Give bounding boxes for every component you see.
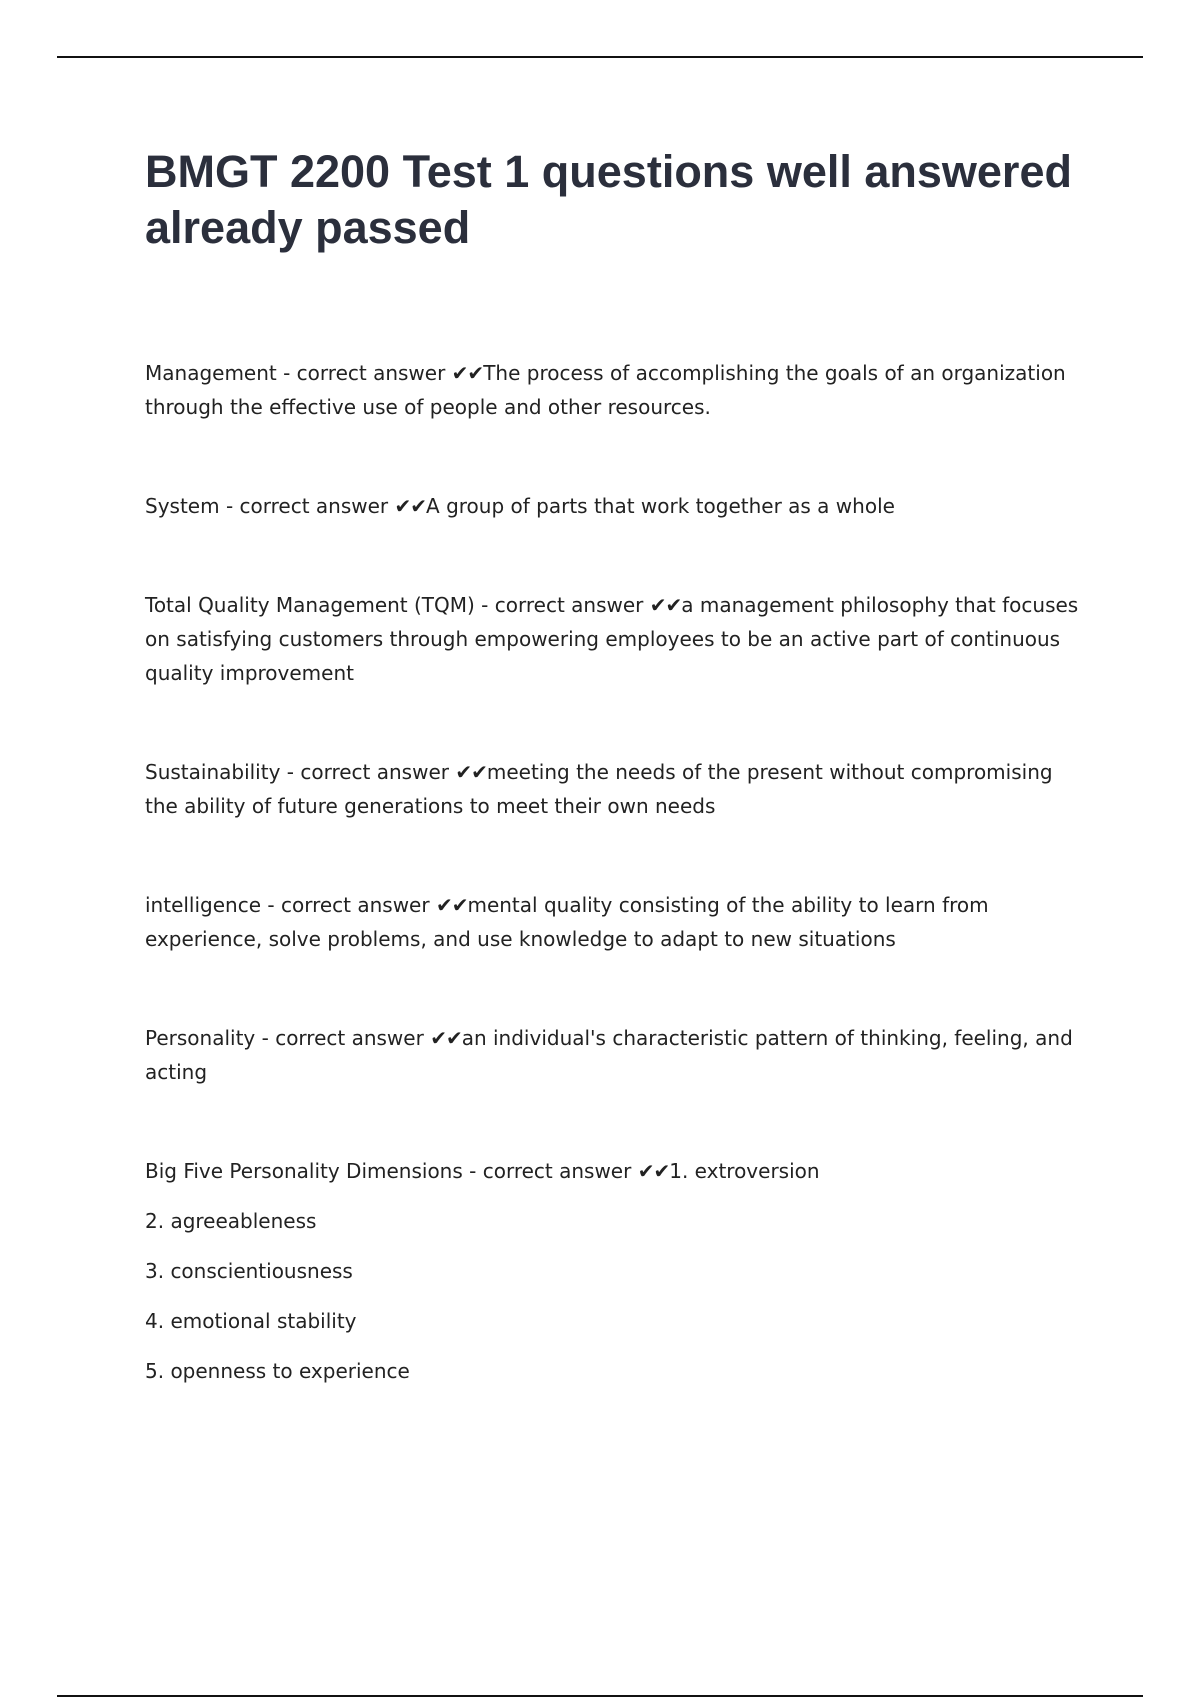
entry-term: Total Quality Management (TQM) [145, 593, 475, 617]
entry-separator: - correct answer [280, 760, 456, 784]
entry-term: Sustainability [145, 760, 281, 784]
double-check-icon: ✔✔ [637, 1159, 670, 1183]
qa-entry-intelligence [145, 888, 1090, 956]
entry-separator: - correct answer [462, 1159, 638, 1183]
qa-entry-management [145, 356, 1090, 424]
entry-answer: a management philosophy that focuses on satisfying customers through empowering employees to be an active part of continuous quality improvement [145, 593, 1079, 685]
entry-separator: - correct answer [219, 494, 395, 518]
list-item: 2. agreeableness [145, 1209, 317, 1233]
entry-separator: - correct answer [255, 1026, 431, 1050]
double-check-icon: ✔✔ [451, 361, 484, 385]
double-check-icon: ✔✔ [649, 593, 682, 617]
document-body [145, 356, 1090, 1388]
entry-answer: an individual's characteristic pattern of thinking, feeling, and acting [145, 1026, 1073, 1084]
double-check-icon: ✔✔ [430, 1026, 462, 1050]
entry-answer: 1. extroversion [669, 1159, 820, 1183]
double-check-icon: ✔✔ [455, 760, 487, 784]
entry-term: System [145, 494, 220, 518]
bottom-divider [57, 1695, 1143, 1697]
entry-separator: - correct answer [276, 361, 452, 385]
list-item: 3. conscientiousness [145, 1259, 353, 1283]
page-title: BMGT 2200 Test 1 questions well answered already passed [145, 146, 1072, 253]
entry-separator: - correct answer [474, 593, 650, 617]
double-check-icon: ✔✔ [435, 893, 468, 917]
entry-answer: mental quality consisting of the ability to learn from experience, solve problems, and use knowledge to adapt to new situations [145, 893, 989, 951]
big-five-heading [145, 1154, 1090, 1188]
list-item: 4. emotional stability [145, 1309, 357, 1333]
qa-entry-personality [145, 1021, 1090, 1089]
entry-term: Personality [145, 1026, 256, 1050]
entry-term: Big Five Personality Dimensions [145, 1159, 463, 1183]
qa-entry-tqm [145, 588, 1090, 690]
entry-separator: - correct answer [261, 893, 436, 917]
top-divider [57, 56, 1143, 58]
entry-answer: The process of accomplishing the goals of an organization through the effective use of people and other resources. [145, 361, 1066, 419]
qa-entry-system [145, 489, 1090, 523]
qa-entry-sustainability [145, 755, 1090, 823]
entry-term: Management [145, 361, 277, 385]
entry-answer: meeting the needs of the present without compromising the ability of future generations to meet their own needs [145, 760, 1053, 818]
list-item: 5. openness to experience [145, 1359, 410, 1383]
double-check-icon: ✔✔ [394, 494, 427, 518]
qa-entry-big-five [145, 1154, 1090, 1388]
entry-answer: A group of parts that work together as a whole [426, 494, 895, 518]
entry-term: intelligence [145, 893, 262, 917]
